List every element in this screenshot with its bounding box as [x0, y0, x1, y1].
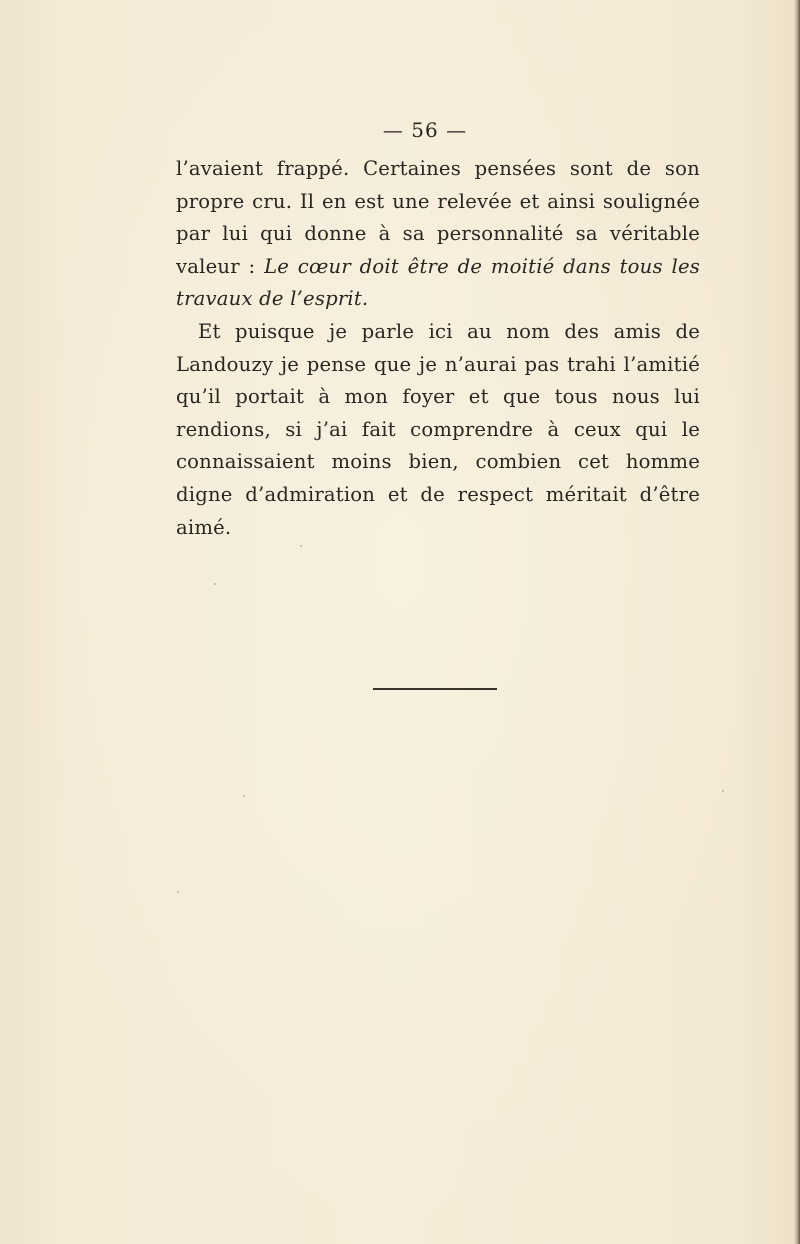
page-number: — 56 — [382, 118, 468, 142]
paper-speck [177, 891, 179, 893]
paper-speck [214, 583, 216, 585]
paper-speck [243, 795, 245, 797]
underlined-quote: Le cœur doit être de moitié dans tous les travaux de l’esprit. [176, 254, 700, 311]
end-rule-divider [373, 688, 497, 690]
paragraph-1-text: l’avaient frappé. Certaines pensées sont de son propre cru. Il en est une relevée et ainsi soulignée par lui qui donne à sa personnalité sa véritable valeur : [176, 157, 700, 278]
paper-speck [722, 790, 724, 792]
paragraph-2: Et puisque je parle ici au nom des amis de Landouzy je pense que je n’aurai pas trahi l’amitié qu’il portait à mon foyer et que tous nous lui rendions, si j’ai fait comprendre à ceux qui le connaissaient moins bien, combien cet homme digne d’admiration et de respect méritait d’être aimé. [176, 319, 700, 539]
page-edge-shadow [794, 0, 800, 1244]
paragraph-1 [176, 153, 700, 316]
paper-speck [300, 545, 302, 547]
body-text [176, 153, 700, 544]
